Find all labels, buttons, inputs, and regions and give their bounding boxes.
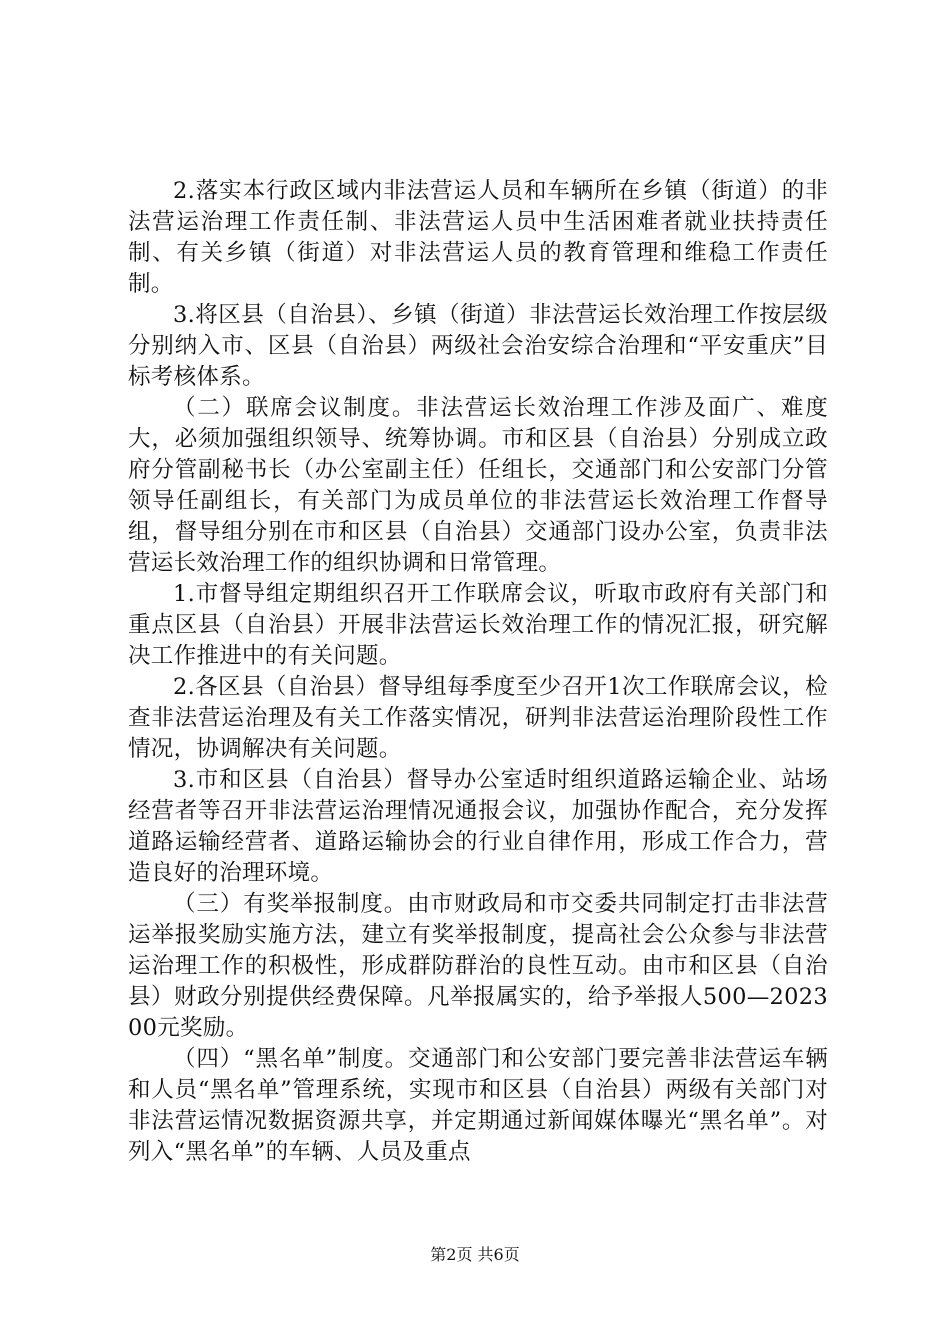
paragraph-7: （三）有奖举报制度。由市财政局和市交委共同制定打击非法营运举报奖励实施方法，建立有奖举报制度，提高社会公众参与非法营运治理工作的积极性，形成群防群治的良性互动。由市和区县（自治县）财政分别提供经费保障。凡举报属实的，给予举报人500—202300元奖励。 xyxy=(128,891,828,1041)
paragraph-1: 2.落实本行政区域内非法营运人员和车辆所在乡镇（街道）的非法营运治理工作责任制、非法营运人员中生活困难者就业扶持责任制、有关乡镇（街道）对非法营运人员的教育管理和维稳工作责任制。 xyxy=(128,178,828,297)
paragraph-4: 1.市督导组定期组织召开工作联席会议，听取市政府有关部门和重点区县（自治县）开展非法营运长效治理工作的情况汇报，研究解决工作推进中的有关问题。 xyxy=(128,581,828,669)
paragraph-8: （四）“黑名单”制度。交通部门和公安部门要完善非法营运车辆和人员“黑名单”管理系统，实现市和区县（自治县）两级有关部门对非法营运情况数据资源共享，并定期通过新闻媒体曝光“黑名单”。对列入“黑名单”的车辆、人员及重点 xyxy=(128,1046,828,1165)
paragraph-6: 3.市和区县（自治县）督导办公室适时组织道路运输企业、站场经营者等召开非法营运治理情况通报会议，加强协作配合，充分发挥道路运输经营者、道路运输协会的行业自律作用，形成工作合力，营造良好的治理环境。 xyxy=(128,767,828,886)
paragraph-3: （二）联席会议制度。非法营运长效治理工作涉及面广、难度大，必须加强组织领导、统筹协调。市和区县（自治县）分别成立政府分管副秘书长（办公室副主任）任组长，交通部门和公安部门分管领导任副组长，有关部门为成员单位的非法营运长效治理工作督导组，督导组分别在市和区县（自治县）交通部门设办公室，负责非法营运长效治理工作的组织协调和日常管理。 xyxy=(128,395,828,576)
page-footer: 第2页 共6页 xyxy=(430,1245,520,1264)
document-body xyxy=(128,176,828,1168)
paragraph-5: 2.各区县（自治县）督导组每季度至少召开1次工作联席会议，检查非法营运治理及有关工作落实情况，研判非法营运治理阶段性工作情况，协调解决有关问题。 xyxy=(128,674,828,762)
paragraph-2: 3.将区县（自治县）、乡镇（街道）非法营运长效治理工作按层级分别纳入市、区县（自治县）两级社会治安综合治理和“平安重庆”目标考核体系。 xyxy=(128,302,828,390)
